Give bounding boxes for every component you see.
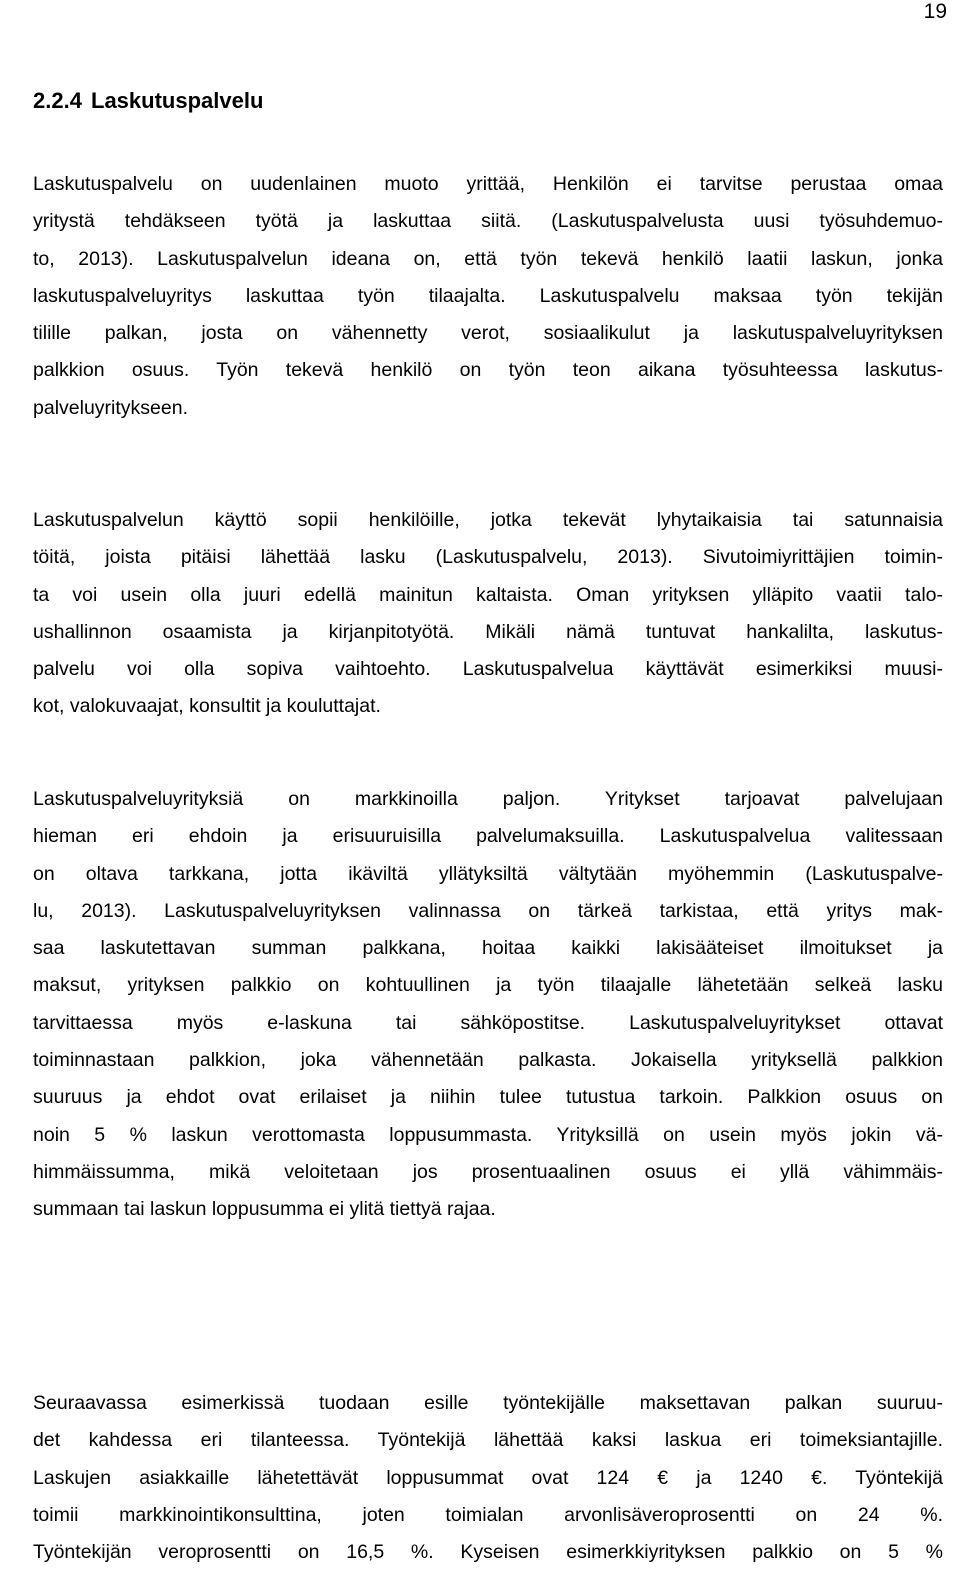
text-line: palkkion osuus. Työn tekevä henkilö on työn teon aikana työsuhteessa laskutus-	[33, 359, 943, 382]
text-line: det kahdessa eri tilanteessa. Työntekijä lähettää kaksi laskua eri toimeksiantajille.	[33, 1429, 943, 1452]
text-line: Laskujen asiakkaille lähetettävät loppusummat ovat 124 € ja 1240 €. Työntekijä	[33, 1466, 943, 1489]
text-line: yritystä tehdäkseen työtä ja laskuttaa siitä. (Laskutuspalvelusta uusi työsuhdemuo-	[33, 210, 943, 233]
section-heading	[33, 87, 263, 115]
text-line: maksut, yrityksen palkkio on kohtuullinen ja työn tilaajalle lähetetään selkeä lasku	[33, 974, 943, 997]
text-line: laskutuspalveluyritys laskuttaa työn tilaajalta. Laskutuspalvelu maksaa työn tekijän	[33, 284, 943, 307]
text-line: tarvittaessa myös e-laskuna tai sähköpostitse. Laskutuspalveluyritykset ottavat	[33, 1011, 943, 1034]
text-line: palveluyritykseen.	[33, 396, 188, 419]
text-line: ta voi usein olla juuri edellä mainitun kaltaista. Oman yrityksen ylläpito vaatii talo-	[33, 583, 943, 606]
text-line: tilille palkan, josta on vähennetty verot, sosiaalikulut ja laskutuspalveluyrityksen	[33, 322, 943, 345]
text-line: Laskutuspalvelu on uudenlainen muoto yrittää, Henkilön ei tarvitse perustaa omaa	[33, 173, 943, 195]
text-line: to, 2013). Laskutuspalvelun ideana on, että työn tekevä henkilö laatii laskun, jonka	[33, 247, 943, 270]
text-line: summaan tai laskun loppusumma ei ylitä tiettyä rajaa.	[33, 1198, 496, 1221]
text-line: hieman eri ehdoin ja erisuuruisilla palvelumaksuilla. Laskutuspalvelua valitessaan	[33, 825, 943, 848]
text-line: kot, valokuvaajat, konsultit ja kouluttajat.	[33, 695, 381, 718]
paragraph	[33, 502, 943, 726]
text-line: toiminnastaan palkkion, joka vähennetään palkasta. Jokaisella yrityksellä palkkion	[33, 1049, 943, 1072]
text-line: saa laskutettavan summan palkkana, hoitaa kaikki lakisääteiset ilmoitukset ja	[33, 937, 943, 960]
section-number: 2.2.4	[33, 88, 82, 113]
text-line: palvelu voi olla sopiva vaihtoehto. Laskutuspalvelua käyttävät esimerkiksi muusi-	[33, 658, 943, 681]
text-line: Laskutuspalvelun käyttö sopii henkilöille, jotka tekevät lyhytaikaisia tai satunnaisia	[33, 509, 943, 531]
text-line: ushallinnon osaamista ja kirjanpitotyötä. Mikäli nämä tuntuvat hankalilta, laskutus-	[33, 620, 943, 643]
text-line: himmäissumma, mikä veloitetaan jos prosentuaalinen osuus ei yllä vähimmäis-	[33, 1160, 943, 1183]
section-title: Laskutuspalvelu	[91, 88, 264, 113]
text-line: noin 5 % laskun verottomasta loppusummasta. Yrityksillä on usein myös jokin vä-	[33, 1123, 943, 1146]
text-line: suuruus ja ehdot ovat erilaiset ja niihin tulee tutustua tarkoin. Palkkion osuus on	[33, 1086, 943, 1109]
text-line: lu, 2013). Laskutuspalveluyrityksen valinnassa on tärkeä tarkistaa, että yritys mak-	[33, 899, 943, 922]
text-line: töitä, joista pitäisi lähettää lasku (Laskutuspalvelu, 2013). Sivutoimiyrittäjien toimin-	[33, 546, 943, 569]
paragraph	[33, 166, 943, 427]
text-line: Seuraavassa esimerkissä tuodaan esille työntekijälle maksettavan palkan suuruu-	[33, 1392, 943, 1414]
text-line: on oltava tarkkana, jotta ikäviltä yllätyksiltä vältytään myöhemmin (Laskutuspalve-	[33, 862, 943, 885]
text-line: toimii markkinointikonsulttina, joten toimialan arvonlisäveroprosentti on 24 %.	[33, 1503, 943, 1526]
page-number: 19	[923, 0, 947, 23]
text-line: Laskutuspalveluyrityksiä on markkinoilla paljon. Yritykset tarjoavat palvelujaan	[33, 788, 943, 810]
text-line: Työntekijän veroprosentti on 16,5 %. Kyseisen esimerkkiyrityksen palkkio on 5 %	[33, 1541, 943, 1564]
paragraph	[33, 781, 943, 1229]
paragraph	[33, 1385, 943, 1571]
